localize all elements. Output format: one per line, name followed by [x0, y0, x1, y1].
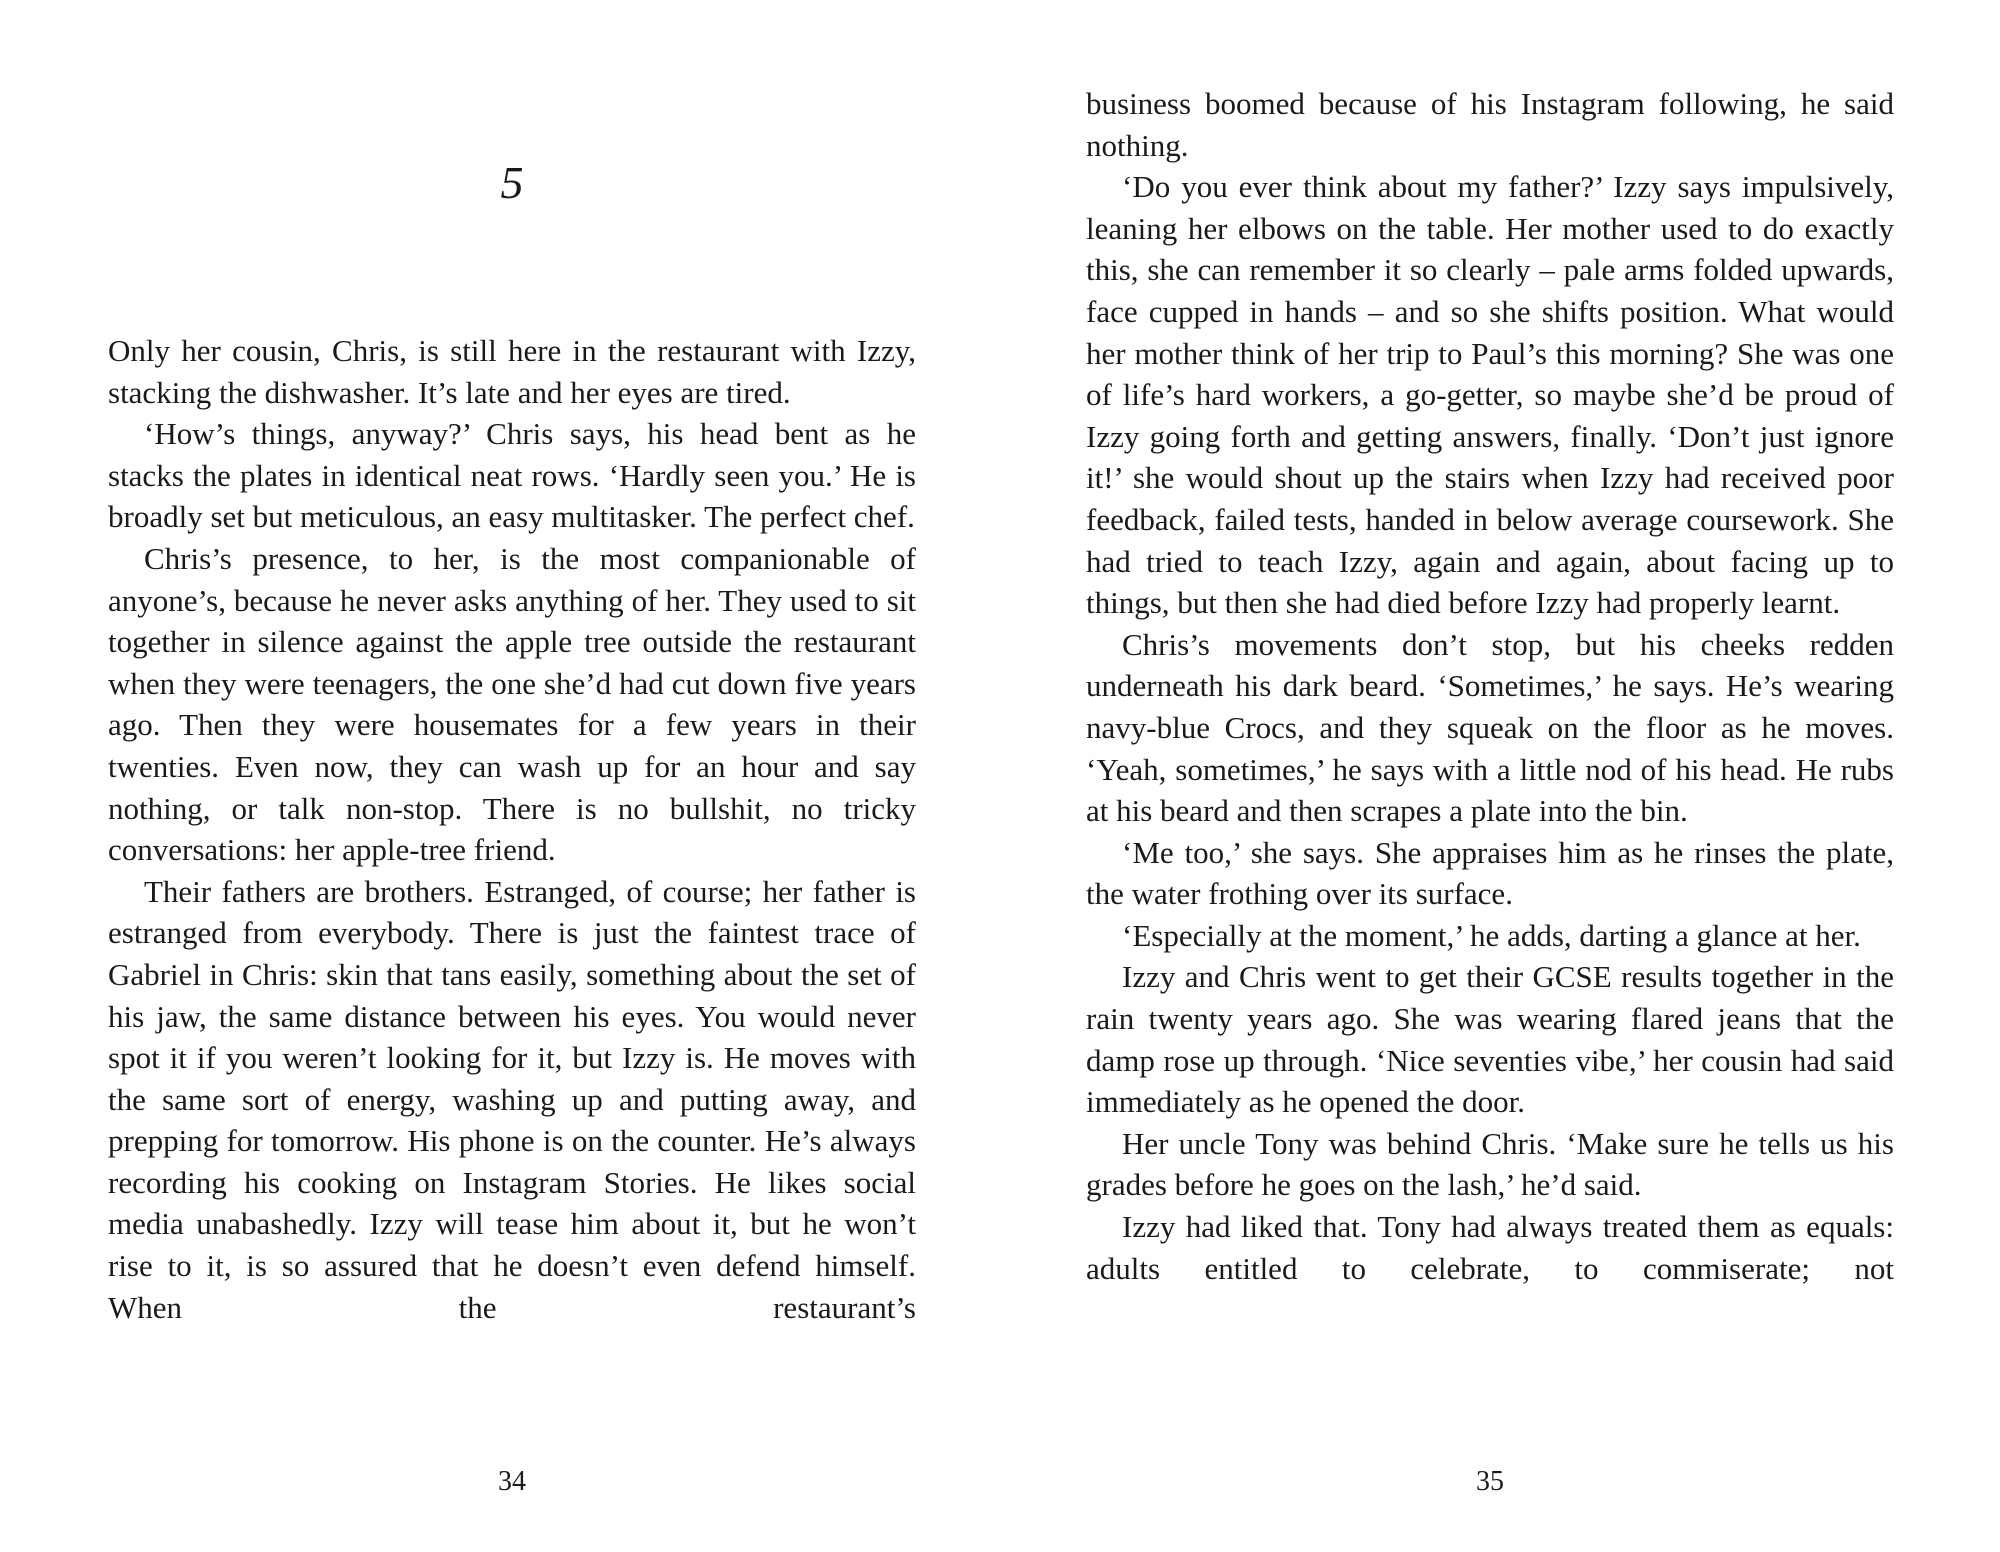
paragraph: Their fathers are brothers. Estranged, of course; her father is estranged from everybody. There is just the faintest trace of Gabriel in Chris: skin that tans easily, something about the set of his jaw, the same distance between his eyes. You would never spot it if you weren’t looking for it, but Izzy is. He moves with the same sort of energy, washing up and putting away, and prepping for tomorrow. His phone is on the counter. He’s always recording his cooking on Instagram Stories. He likes social media unabashedly. Izzy will tease him about it, but he won’t rise to it, is so assured that he doesn’t even defend himself. When the restaurant’s: [108, 873, 916, 1325]
paragraph: Chris’s presence, to her, is the most companionable of anyone’s, because he never asks anything of her. They used to sit together in silence against the apple tree outside the restaurant when they were teenagers, the one she’d had cut down five years ago. Then they were housemates for a few years in their twenties. Even now, they can wash up for an hour and say nothing, or talk non-stop. There is no bullshit, no tricky conversations: her apple-tree friend.: [108, 540, 916, 868]
paragraph: business boomed because of his Instagram following, he said nothing.: [1086, 86, 1894, 163]
paragraph: ‘Me too,’ she says. She appraises him as he rinses the plate, the water frothing over its surface.: [1086, 834, 1894, 912]
left-page-body: [108, 330, 916, 1328]
right-page: [1000, 0, 2000, 1552]
paragraph: Chris’s movements don’t stop, but his cheeks redden underneath his dark beard. ‘Sometimes,’ he says. He’s wearing navy-blue Crocs, and they squeak on the floor as he moves. ‘Yeah, sometimes,’ he says with a little nod of his head. He rubs at his beard and then scrapes a plate into the bin.: [1086, 626, 1894, 829]
paragraph: ‘Especially at the moment,’ he adds, darting a glance at her.: [1122, 917, 1861, 953]
page-number-right: 35: [1476, 1466, 1504, 1497]
paragraph: Her uncle Tony was behind Chris. ‘Make sure he tells us his grades before he goes on the lash,’ he’d said.: [1086, 1125, 1894, 1203]
paragraph: ‘How’s things, anyway?’ Chris says, his head bent as he stacks the plates in identical neat rows. ‘Hardly seen you.’ He is broadly set but meticulous, an easy multitasker. The perfect chef.: [108, 416, 916, 535]
paragraph: Only her cousin, Chris, is still here in the restaurant with Izzy, stacking the dishwasher. It’s late and her eyes are tired.: [108, 333, 916, 410]
right-page-body: [1086, 83, 1894, 1289]
paragraph: Izzy and Chris went to get their GCSE results together in the rain twenty years ago. She was wearing flared jeans that the damp rose up through. ‘Nice seventies vibe,’ her cousin had said immediately as he opened the door.: [1086, 959, 1894, 1120]
paragraph: ‘Do you ever think about my father?’ Izzy says impulsively, leaning her elbows on the table. Her mother used to do exactly this, she can remember it so clearly – pale arms folded upwards, face cupped in hands – and so she shifts position. What would her mother think of her trip to Paul’s this morning? She was one of life’s hard workers, a go-getter, so maybe she’d be proud of Izzy going forth and getting answers, finally. ‘Don’t just ignore it!’ she would shout up the stairs when Izzy had received poor feedback, failed tests, handed in below average coursework. She had tried to teach Izzy, again and again, about facing up to things, but then she had died before Izzy had properly learnt.: [1086, 169, 1894, 621]
paragraph: Izzy had liked that. Tony had always treated them as equals: adults entitled to celebrate, to commiserate; not: [1086, 1209, 1894, 1286]
chapter-number: 5: [500, 157, 524, 208]
page-number-left: 34: [498, 1466, 526, 1497]
